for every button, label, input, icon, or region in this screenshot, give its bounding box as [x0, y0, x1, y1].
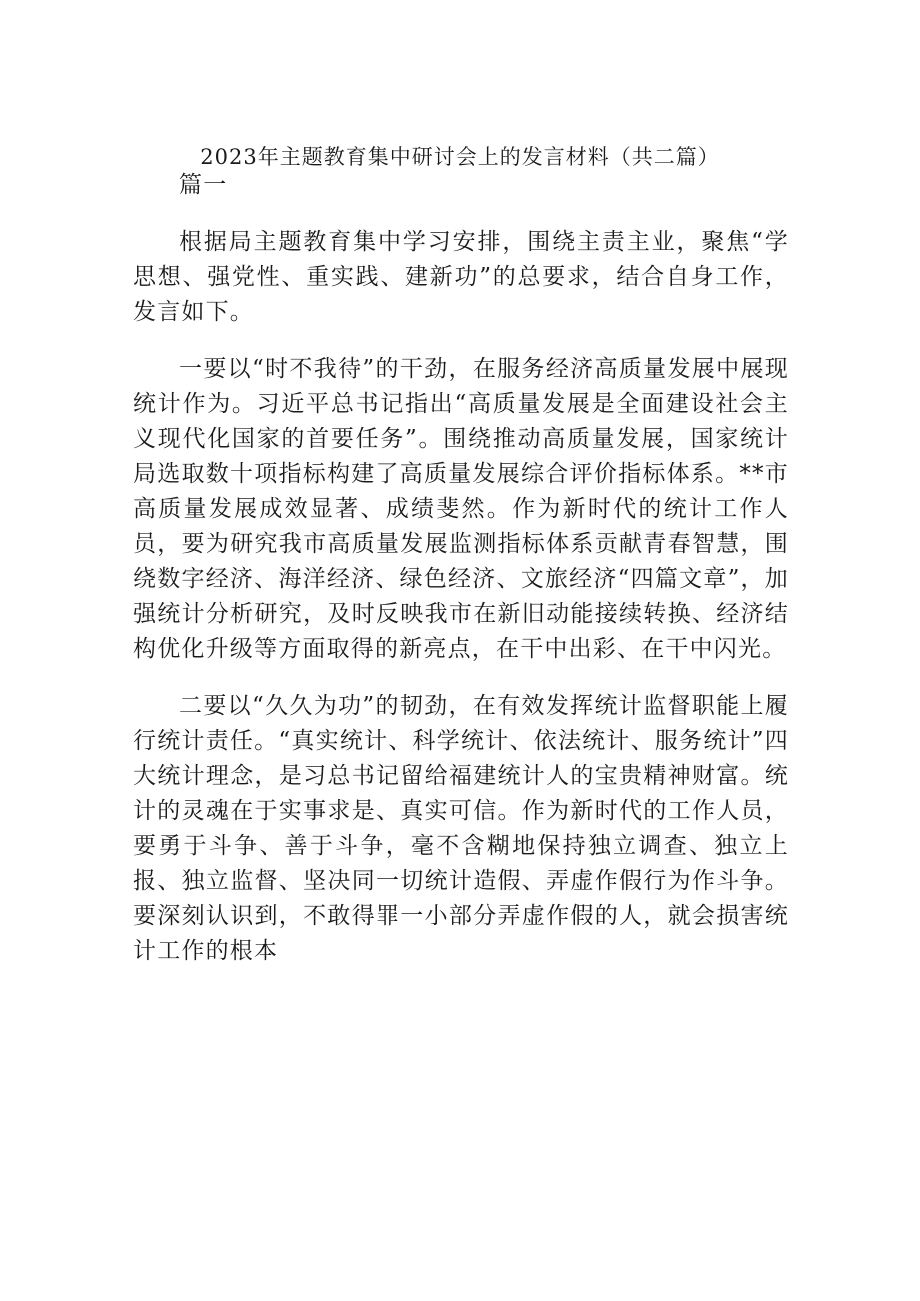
paragraph-intro: 根据局主题教育集中学习安排，围绕主责主业，聚焦“学思想、强党性、重实践、建新功”的总要求，结合自身工作，发言如下。 [133, 229, 789, 325]
paragraph-point-two: 二要以“久久为功”的韧劲，在有效发挥统计监督职能上履行统计责任。“真实统计、科学统计、依法统计、服务统计”四大统计理念，是习总书记留给福建统计人的宝贵精神财富。统计的灵魂在于实事求是、真实可信。作为新时代的工作人员，要勇于斗争、善于斗争，毫不含糊地保持独立调查、独立上报、独立监督、坚决同一切统计造假、弄虚作假行为作斗争。要深刻认识到，不敢得罪一小部分弄虚作假的人，就会损害统计工作的根本 [133, 693, 789, 964]
document-body [133, 168, 789, 991]
paragraph-point-one: 一要以“时不我待”的干劲，在服务经济高质量发展中展现统计作为。习近平总书记指出“高质量发展是全面建设社会主义现代化国家的首要任务”。围绕推动高质量发展，国家统计局选取数十项指标构建了高质量发展综合评价指标体系。**市高质量发展成效显著、成绩斐然。作为新时代的统计工作人员，要为研究我市高质量发展监测指标体系贡献青春智慧，围绕数字经济、海洋经济、绿色经济、文旅经济“四篇文章”，加强统计分析研究，及时反映我市在新旧动能接续转换、经济结构优化升级等方面取得的新亮点，在干中出彩、在干中闪光。 [133, 356, 789, 662]
section-label: 篇一 [179, 172, 228, 198]
document-title: 2023年主题教育集中研讨会上的发言材料（共二篇） [200, 145, 720, 169]
